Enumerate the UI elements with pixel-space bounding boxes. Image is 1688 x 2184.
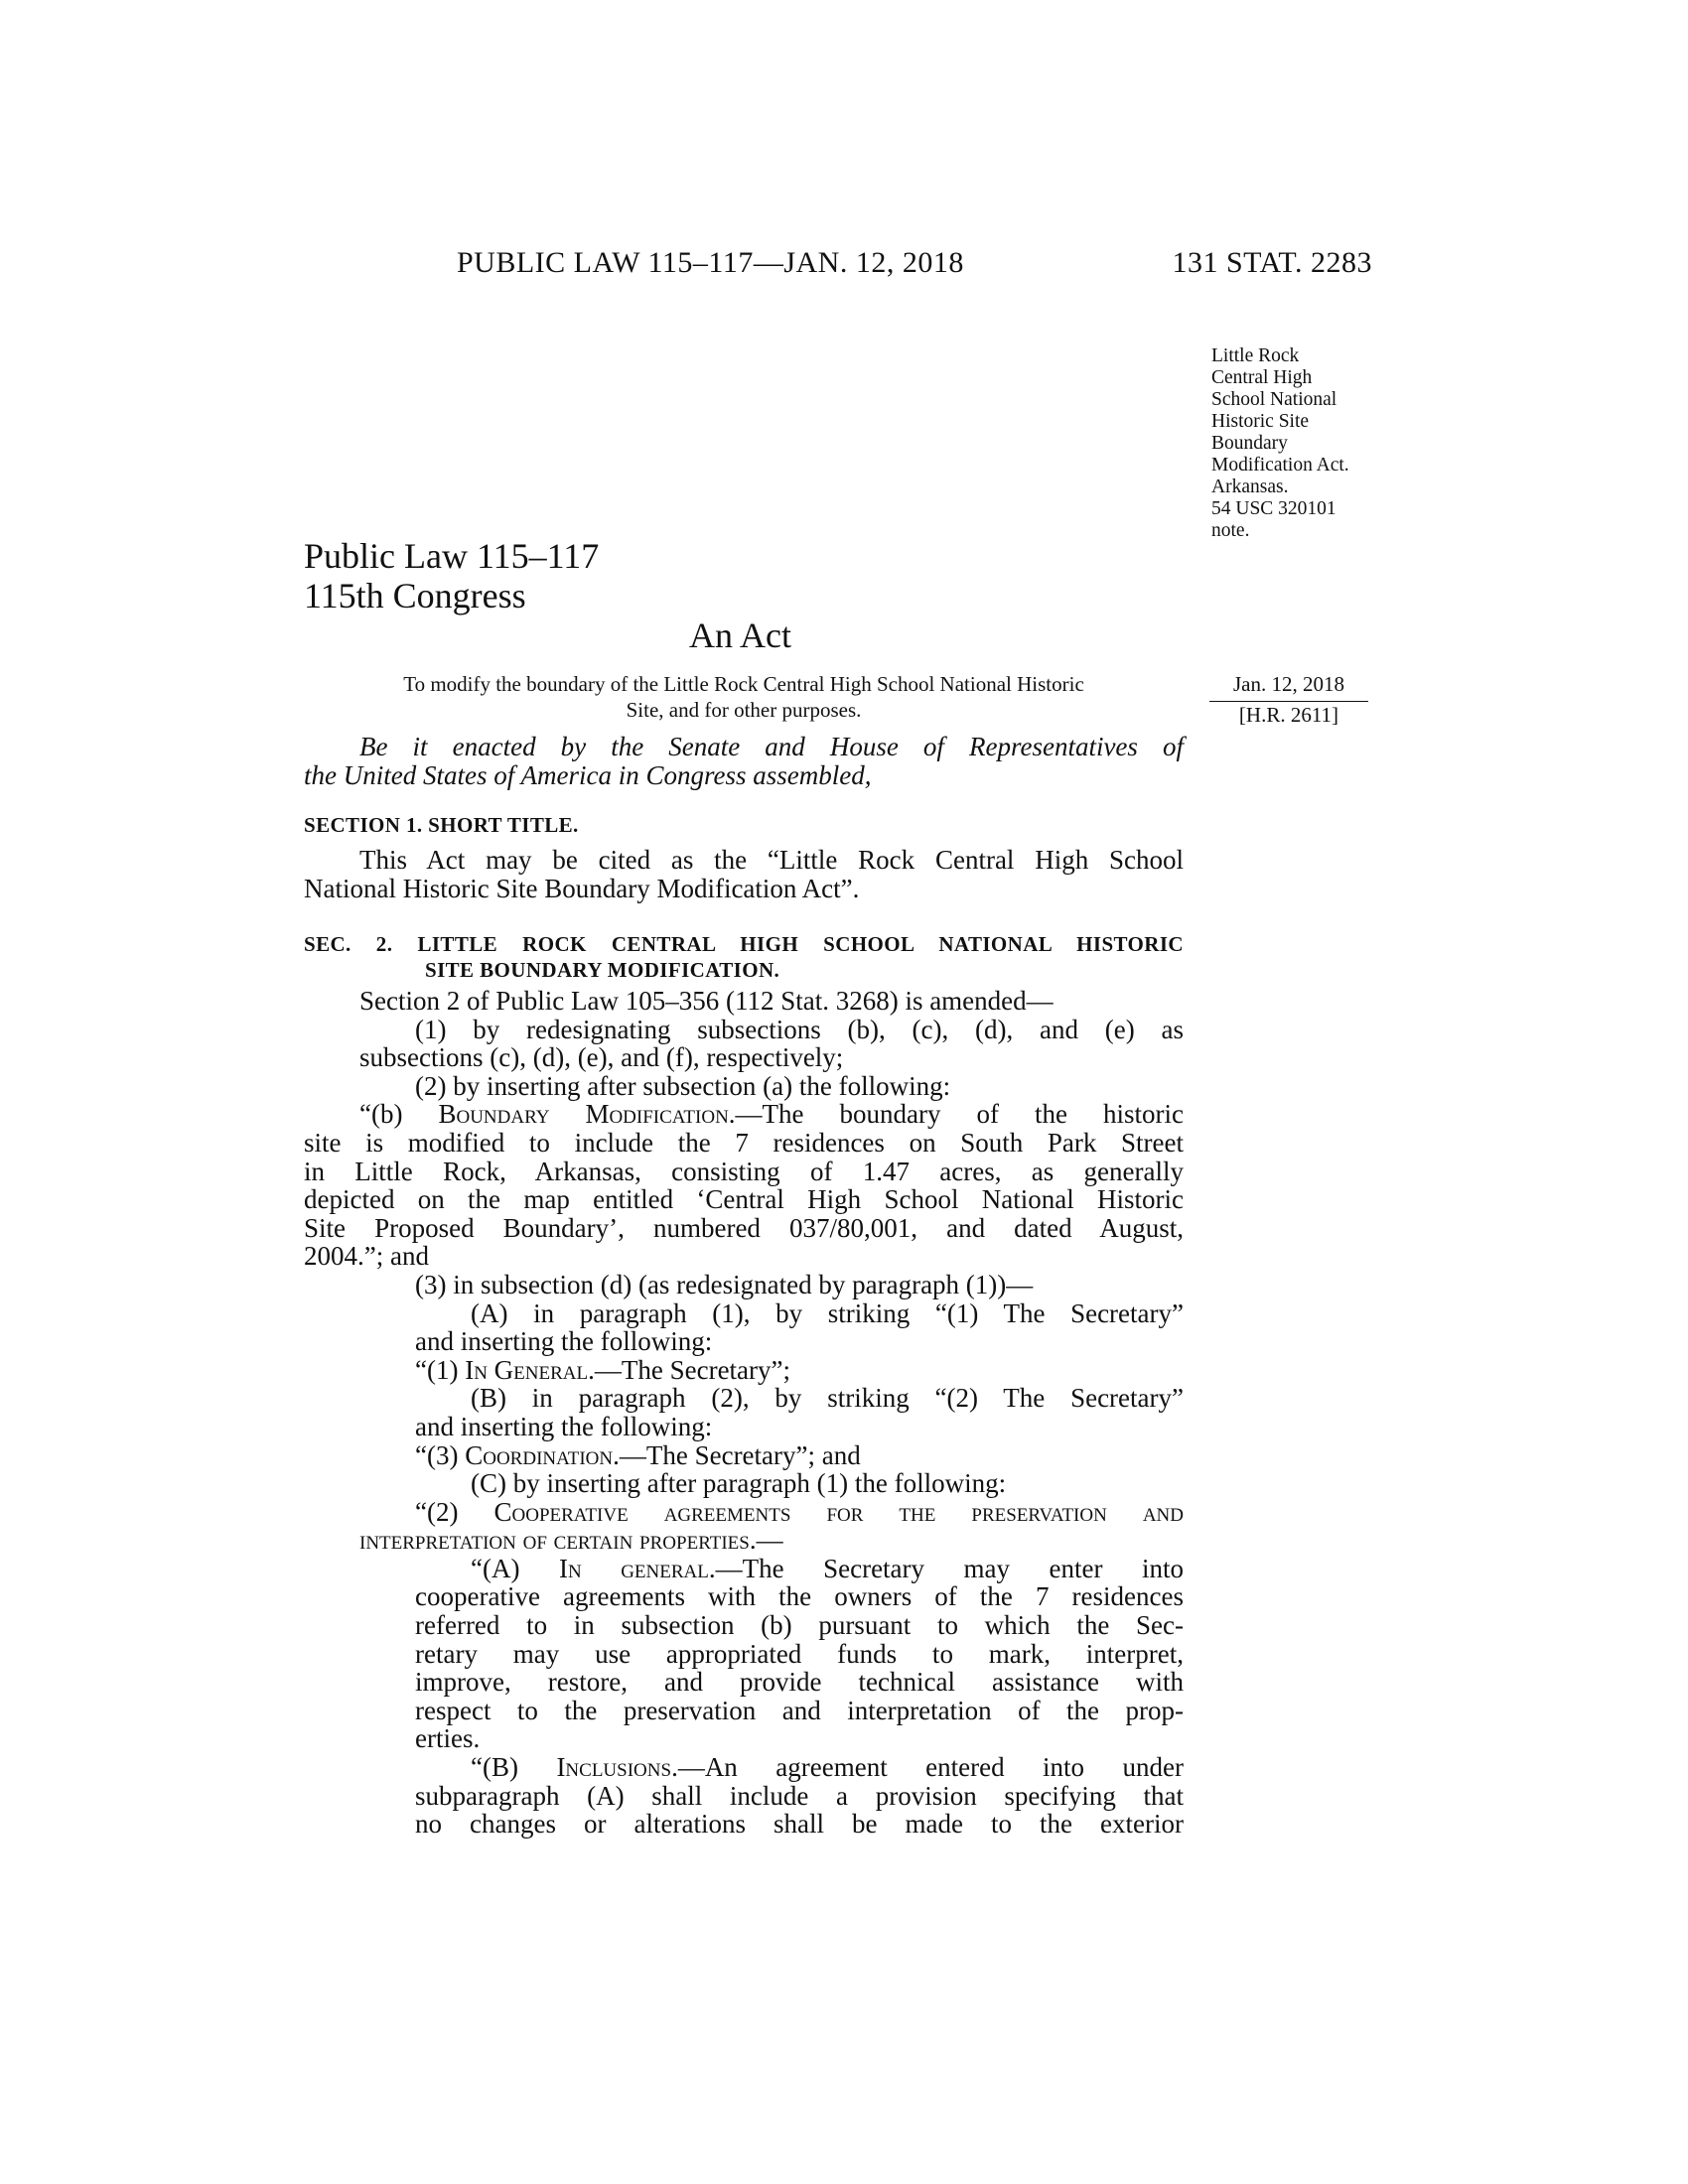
subparagraph-caption: Inclusions bbox=[556, 1752, 672, 1783]
section-2-heading-cont: SITE BOUNDARY MODIFICATION. bbox=[425, 958, 780, 982]
subsection-text: .—The boundary of the historic bbox=[728, 1099, 1185, 1130]
quote-prefix: “(3) bbox=[415, 1439, 466, 1470]
running-head: PUBLIC LAW 115–117—JAN. 12, 2018 bbox=[457, 246, 964, 279]
subsection-b-line bbox=[304, 1100, 1184, 1129]
text-line: (B) in paragraph (2), by striking “(2) The Secretary” bbox=[471, 1383, 1184, 1414]
section-2-body bbox=[304, 987, 1184, 1839]
purpose-line: To modify the boundary of the Little Rock Central High School National Historic bbox=[403, 672, 1084, 696]
paragraph-caption: Cooperative agreements for the preservation and bbox=[493, 1496, 1185, 1527]
text-line: respect to the preservation and interpretation of the prop- bbox=[415, 1695, 1184, 1725]
text-line: cooperative agreements with the owners of the 7 residences bbox=[415, 1581, 1184, 1612]
act-heading: An Act bbox=[689, 615, 791, 655]
margin-bill-number: [H.R. 2611] bbox=[1238, 703, 1339, 727]
quote-prefix: “(2) bbox=[415, 1496, 494, 1527]
page-number: 131 STAT. 2283 bbox=[1172, 246, 1372, 279]
text-line: site is modified to include the 7 residences on South Park Street bbox=[304, 1127, 1184, 1158]
text-line: (C) by inserting after paragraph (1) the following: bbox=[471, 1468, 1007, 1499]
quote-prefix: “(1) bbox=[415, 1354, 466, 1385]
side-note: Little Rock bbox=[1211, 345, 1300, 366]
text-line: retary may use appropriated funds to mark, interpret, bbox=[415, 1638, 1184, 1669]
paragraph-text: .— bbox=[749, 1525, 783, 1556]
quoted-paragraph-line bbox=[304, 1498, 1184, 1527]
text-line: (A) in paragraph (1), by striking “(1) The Secretary” bbox=[471, 1297, 1184, 1328]
text-line: (2) by inserting after subsection (a) the following: bbox=[415, 1070, 951, 1101]
side-note: Arkansas. bbox=[1211, 477, 1289, 497]
quote-prefix: “(A) bbox=[471, 1553, 559, 1583]
text-line: subsections (c), (d), (e), and (f), respectively; bbox=[359, 1042, 844, 1073]
side-note: note. bbox=[1211, 520, 1250, 541]
side-note: Central High bbox=[1211, 367, 1313, 388]
text-line: and inserting the following: bbox=[415, 1411, 713, 1441]
quote-prefix: “(B) bbox=[471, 1752, 557, 1783]
text-line: Be it enacted by the Senate and House of Representatives of bbox=[359, 732, 1184, 761]
quoted-subparagraph-line bbox=[304, 1753, 1184, 1782]
text-line: (1) by redesignating subsections (b), (c), (d), and (e) as bbox=[415, 1014, 1184, 1044]
subparagraph-caption: In general bbox=[558, 1553, 709, 1583]
text-line: in Little Rock, Arkansas, consisting of 1.47 acres, as generally bbox=[304, 1156, 1184, 1186]
text-line: (3) in subsection (d) (as redesignated by paragraph (1))— bbox=[415, 1269, 1034, 1299]
quoted-paragraph-line bbox=[304, 1356, 1184, 1385]
text-line: depicted on the map entitled ‘Central High School National Historic bbox=[304, 1184, 1184, 1215]
side-note: School National bbox=[1211, 389, 1337, 410]
section-1-heading: SECTION 1. SHORT TITLE. bbox=[304, 813, 579, 837]
quoted-paragraph-line bbox=[304, 1441, 1184, 1470]
paragraph-caption: In General bbox=[465, 1354, 589, 1385]
text-line: Site Proposed Boundary’, numbered 037/80,001, and dated August, bbox=[304, 1212, 1184, 1243]
text-line: 2004.”; and bbox=[304, 1241, 429, 1272]
text-line: National Historic Site Boundary Modification Act”. bbox=[304, 873, 860, 903]
text-line: This Act may be cited as the “Little Rock Central High School bbox=[359, 845, 1184, 875]
paragraph-text: .—The Secretary”; bbox=[588, 1354, 791, 1385]
congress-number: 115th Congress bbox=[304, 576, 526, 615]
text-line: subparagraph (A) shall include a provision specifying that bbox=[415, 1780, 1184, 1811]
quoted-subparagraph-line bbox=[304, 1555, 1184, 1583]
text-line: no changes or alterations shall be made to the exterior bbox=[415, 1809, 1184, 1840]
text-line: the United States of America in Congress assembled, bbox=[304, 759, 872, 790]
quote-prefix: “(b) bbox=[359, 1099, 439, 1130]
purpose-statement bbox=[328, 671, 1160, 723]
margin-date: Jan. 12, 2018 bbox=[1233, 672, 1344, 696]
paragraph-caption: interpretation of certain properties bbox=[359, 1525, 750, 1556]
text-line: erties. bbox=[415, 1723, 481, 1754]
side-note: 54 USC 320101 bbox=[1211, 498, 1336, 519]
paragraph-text: .—The Secretary”; and bbox=[613, 1439, 861, 1470]
text-line: and inserting the following: bbox=[415, 1326, 713, 1357]
paragraph-caption: Coordination bbox=[465, 1439, 614, 1470]
side-note: Modification Act. bbox=[1211, 455, 1349, 476]
side-note: Historic Site bbox=[1211, 411, 1310, 432]
subparagraph-text: .—The Secretary may enter into bbox=[708, 1553, 1184, 1583]
public-law-number: Public Law 115–117 bbox=[304, 536, 600, 576]
text-line: improve, restore, and provide technical assistance with bbox=[415, 1667, 1184, 1698]
section-1-body bbox=[304, 846, 1184, 902]
text-line: referred to in subsection (b) pursuant to which the Sec- bbox=[415, 1610, 1184, 1641]
quoted-paragraph-line bbox=[304, 1526, 1184, 1555]
purpose-line: Site, and for other purposes. bbox=[626, 698, 862, 722]
section-2-heading: SEC. 2. LITTLE ROCK CENTRAL HIGH SCHOOL NATIONAL HISTORIC bbox=[304, 932, 1184, 956]
subsection-caption: Boundary Modification bbox=[438, 1099, 729, 1130]
side-note: Boundary bbox=[1211, 433, 1288, 454]
subparagraph-text: .—An agreement entered into under bbox=[671, 1752, 1184, 1783]
text-line: Section 2 of Public Law 105–356 (112 Stat. 3268) is amended— bbox=[359, 986, 1054, 1016]
enacting-clause bbox=[304, 733, 1184, 789]
